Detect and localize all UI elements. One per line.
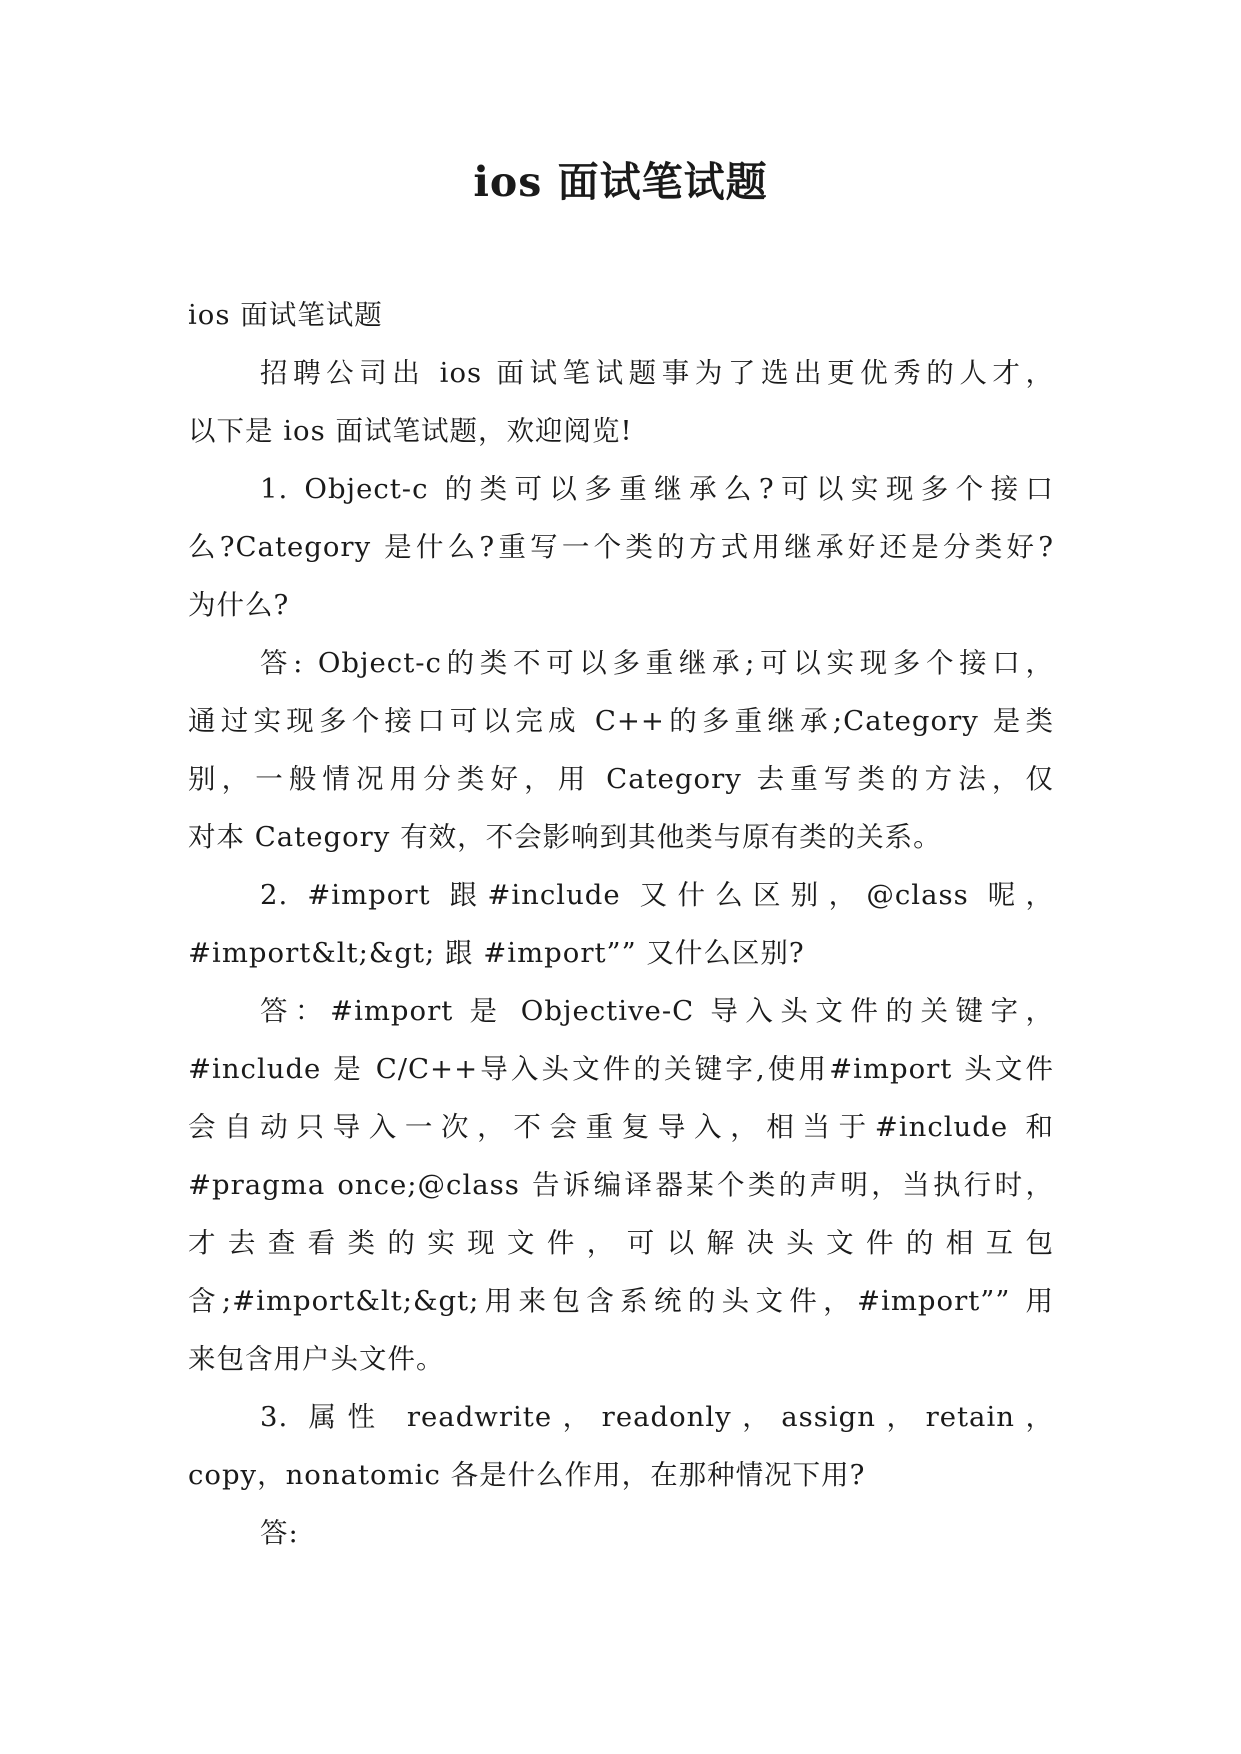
- answer-2-line-3: 会自动只导入一次，不会重复导入，相当于#include 和: [188, 1111, 1054, 1143]
- intro-line-2: 以下是 ios 面试笔试题，欢迎阅览!: [188, 415, 633, 447]
- question-1-line-1: 1. Object-c 的类可以多重继承么?可以实现多个接口: [260, 473, 1054, 505]
- answer-2-line-6: 含;#import&lt;&gt;用来包含系统的头文件，#import”” 用: [188, 1285, 1054, 1317]
- document-title: ios 面试笔试题: [473, 158, 768, 206]
- question-3-line-2: copy，nonatomic 各是什么作用，在那种情况下用?: [188, 1459, 866, 1491]
- answer-2-line-7: 来包含用户头文件。: [188, 1343, 445, 1375]
- answer-1-line-2: 通过实现多个接口可以完成 C++的多重继承;Category 是类: [188, 705, 1054, 737]
- answer-3-line-1: 答:: [260, 1517, 299, 1549]
- answer-1-line-4: 对本 Category 有效，不会影响到其他类与原有类的关系。: [188, 821, 942, 853]
- answer-1-line-3: 别，一般情况用分类好，用 Category 去重写类的方法，仅: [188, 763, 1054, 795]
- answer-2-line-1: 答：#import 是 Objective-C 导入头文件的关键字，: [260, 995, 1054, 1027]
- answer-2-line-2: #include 是 C/C++导入头文件的关键字,使用#import 头文件: [188, 1053, 1054, 1085]
- intro-line-1: 招聘公司出 ios 面试笔试题事为了选出更优秀的人才，: [260, 357, 1054, 389]
- question-3-line-1: 3. 属性 readwrite，readonly，assign，retain，: [260, 1401, 1054, 1433]
- answer-2-line-4: #pragma once;@class 告诉编译器某个类的声明，当执行时，: [188, 1169, 1054, 1201]
- document-body: [188, 286, 1054, 1562]
- question-2-line-1: 2. #import 跟#include 又什么区别，@class 呢，: [260, 879, 1054, 911]
- answer-1-line-1: 答: Object-c的类不可以多重继承;可以实现多个接口，: [260, 647, 1054, 679]
- subtitle-line: ios 面试笔试题: [188, 299, 383, 331]
- answer-2-line-5: 才去查看类的实现文件，可以解决头文件的相互包: [188, 1227, 1054, 1259]
- question-1-line-3: 为什么?: [188, 589, 290, 621]
- question-2-line-2: #import&lt;&gt; 跟 #import”” 又什么区别?: [188, 937, 805, 969]
- question-1-line-2: 么?Category 是什么?重写一个类的方式用继承好还是分类好?: [188, 531, 1054, 563]
